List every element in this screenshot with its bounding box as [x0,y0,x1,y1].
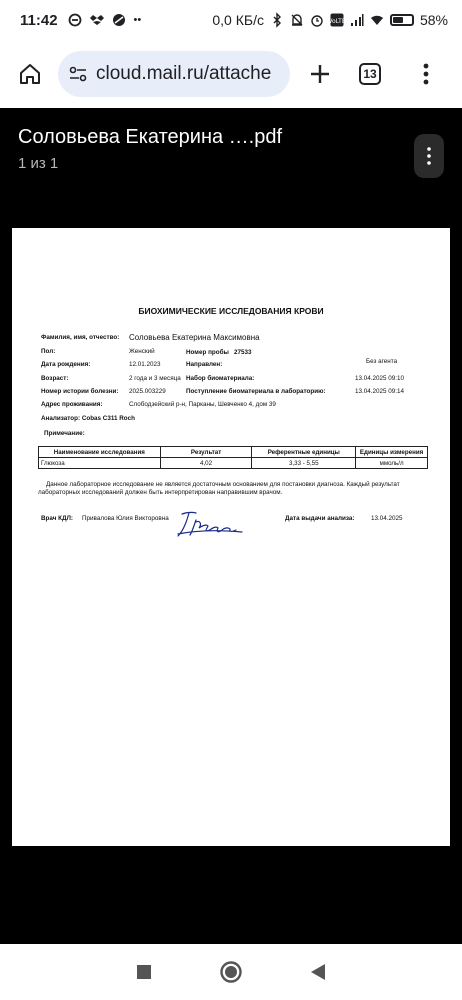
viewer-menu-button[interactable] [414,134,444,178]
signal-icon [350,13,364,27]
sample-label: Номер пробы [186,349,229,356]
recents-button[interactable] [126,954,162,990]
collect-label: Набор биоматериала: [186,375,255,382]
dob-value: 12.01.2023 [129,361,161,368]
wifi-icon [370,13,384,27]
back-triangle-icon [310,963,326,981]
battery-icon [390,14,414,26]
battery-percent: 58% [419,12,448,28]
bluetooth-icon [270,13,284,27]
app-circle-icon [112,13,126,27]
column-header: Результат [160,447,252,458]
back-button[interactable] [300,954,336,990]
svg-text:VoLTE: VoLTE [328,18,346,25]
issue-date-label: Дата выдачи анализа: [285,515,355,522]
column-header: Наименование исследования [39,447,161,458]
document-title: БИОХИМИЧЕСКИЕ ИССЛЕДОВАНИЯ КРОВИ [138,306,324,316]
page-counter: 1 из 1 [18,155,59,172]
fio-label: Фамилия, имя, отчество: [41,334,120,341]
test-name-cell: Глюкоза [39,458,161,469]
sex-value: Женский [129,348,155,355]
kebab-menu-icon [427,147,431,165]
more-notifications-dots: •• [133,14,142,26]
cloud-sync-icon [68,13,82,27]
collect-value: 13.04.2025 09:10 [355,375,405,382]
browser-menu-button[interactable] [406,54,446,94]
lab-value: 13.04.2025 09:14 [355,388,405,395]
age-value: 2 года и 3 месяца [129,375,181,382]
file-name: Соловьева Екатерина ….pdf [18,126,283,148]
clock: 11:42 [20,11,58,29]
disclaimer-note: Данное лабораторное исследование не является достаточным основанием для постановки диагноза. Каждый результат лабораторных исследований должен быть интерпретирован направившим врачом. [38,481,400,496]
age-label: Возраст: [41,375,69,382]
site-settings-icon[interactable] [68,64,88,84]
dnd-off-icon [290,13,304,27]
address-label: Адрес проживания: [41,401,103,408]
case-label: Номер истории болезни: [41,388,119,395]
alarm-icon [310,13,324,27]
results-table [38,446,428,469]
url-text: cloud.mail.ru/attache [96,63,272,84]
circle-icon [219,960,243,984]
dob-label: Дата рождения: [41,361,91,368]
kebab-menu-icon [423,63,429,85]
doctor-label: Врач КДЛ: [41,515,73,522]
column-header: Единицы измерения [356,447,428,458]
case-value: 2025.003229 [129,388,166,395]
issue-date-value: 13.04.2025 [371,515,403,522]
network-speed: 0,0 КБ/с [212,12,264,28]
tab-switcher-button[interactable] [350,54,390,94]
status-bar [0,0,462,40]
table-row [39,458,428,469]
address-value: Слободзейский р-н, Парканы, Шевченко 4, дом 39 [129,401,276,408]
home-nav-button[interactable] [213,954,249,990]
table-header-row [39,447,428,458]
browser-toolbar [0,40,462,108]
volte-icon [330,13,344,27]
column-header: Референтные единицы [252,447,356,458]
analyzer-label: Анализатор: Cobas C311 Roch [41,415,136,422]
plus-icon [309,63,331,85]
dropbox-icon [90,13,104,27]
lab-label: Поступление биоматериала в лабораторию: [186,388,326,395]
units-cell: ммоль/л [356,458,428,469]
home-button[interactable] [10,54,50,94]
new-tab-button[interactable] [300,54,340,94]
doctor-signature [174,508,246,540]
doctor-value: Привалова Юлия Викторовна [82,515,169,522]
sample-value: 27533 [234,349,252,356]
remark-label: Примечание: [44,430,85,437]
pdf-viewer [0,108,462,944]
home-icon [18,62,42,86]
sent-label: Направлен: [186,361,223,368]
fio-value: Соловьева Екатерина Максимовна [129,333,260,342]
sex-label: Пол: [41,348,56,355]
sent-value: Без агента [366,358,398,365]
square-icon [136,964,152,980]
result-cell: 4,02 [160,458,252,469]
address-bar[interactable] [58,51,290,97]
tabs-count: 13 [359,63,381,85]
reference-cell: 3,33 - 5,55 [252,458,356,469]
system-navigation-bar [0,944,462,1000]
pdf-page [12,228,450,846]
